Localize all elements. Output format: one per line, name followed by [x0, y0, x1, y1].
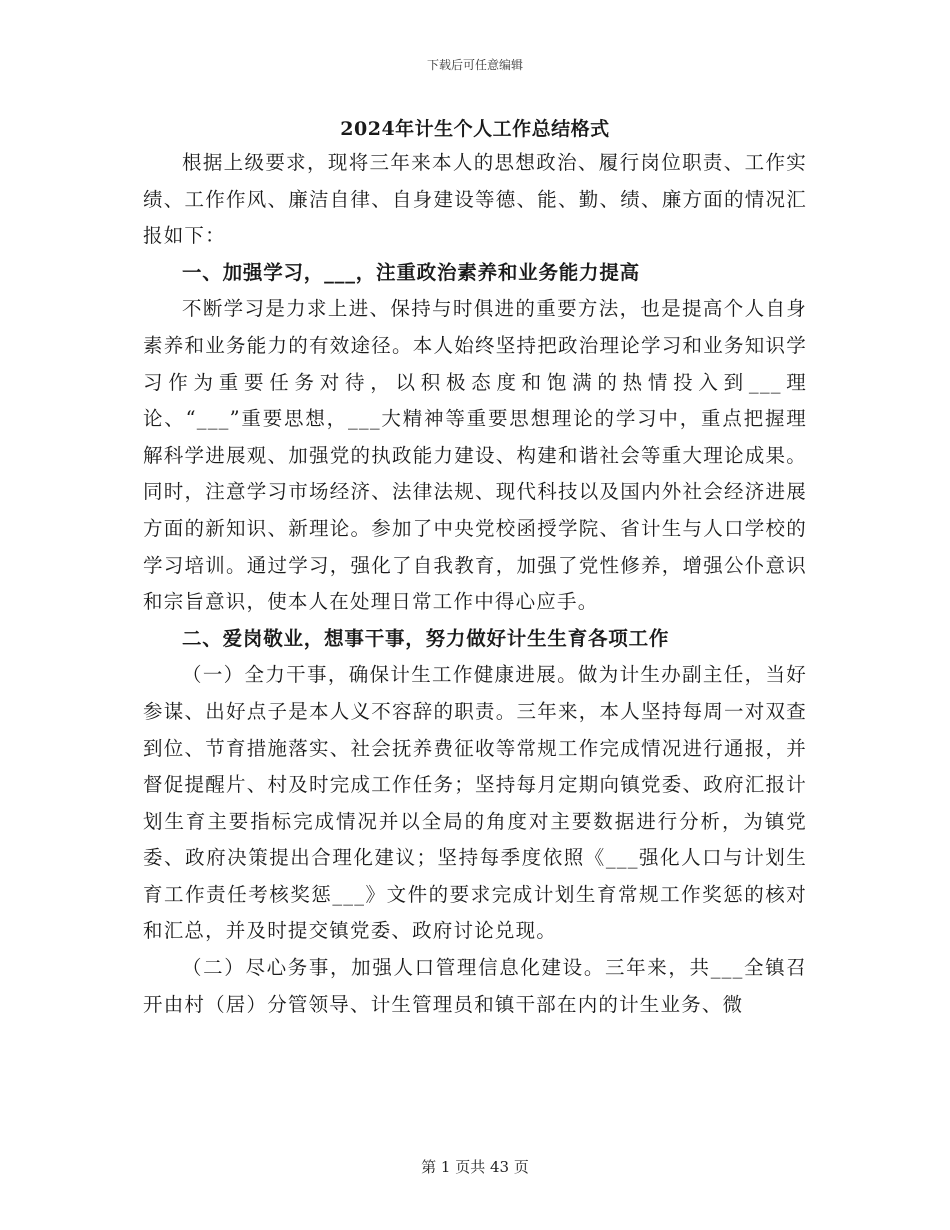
section-2-heading: 二、爱岗敬业，想事干事，努力做好计生生育各项工作: [182, 626, 670, 650]
section-2-paragraph-1: （一）全力干事，确保计生工作健康进展。做为计生办副主任，当好参谋、出好点子是本人义不容辞的职责。三年来，本人坚持每周一对双查到位、节育措施落实、社会抚养费征收等常规工作完成情况进行通报，并督促提醒片、村及时完成工作任务；坚持每月定期向镇党委、政府汇报计划生育主要指标完成情况并以全局的角度对主要数据进行分析，为镇党委、政府决策提出合理化建议；坚持每季度依照《___强化人口与计划生育工作责任考核奖惩___》文件的要求完成计划生育常规工作奖惩的核对和汇总，并及时提交镇党委、政府讨论兑现。: [143, 663, 807, 943]
section-1-paragraph: 不断学习是力求上进、保持与时俱进的重要方法，也是提高个人自身素养和业务能力的有效途径。本人始终坚持把政治理论学习和业务知识学习作为重要任务对待，以积极态度和饱满的热情投入到___理论、“___”重要思想，___大精神等重要思想理论的学习中，重点把握理解科学进展观、加强党的执政能力建设、构建和谐社会等重大理论成果。同时，注意学习市场经济、法律法规、现代科技以及国内外社会经济进展方面的新知识、新理论。参加了中央党校函授学院、省计生与人口学校的学习培训。通过学习，强化了自我教育，加强了党性修养，增强公仆意识和宗旨意识，使本人在处理日常工作中得心应手。: [143, 297, 807, 614]
intro-paragraph: 根据上级要求，现将三年来本人的思想政治、履行岗位职责、工作实绩、工作作风、廉洁自律、自身建设等德、能、勤、绩、廉方面的情况汇报如下：: [143, 151, 807, 248]
page-number: 第 1 页共 43 页: [421, 1158, 529, 1176]
page-header-note: 下载后可任意编辑: [426, 58, 523, 72]
document-body: [143, 114, 807, 1023]
section-1-heading: 一、加强学习，___，注重政治素养和业务能力提高: [182, 260, 640, 284]
section-2-paragraph-2: （二）尽心务事，加强人口管理信息化建设。三年来，共___全镇召开由村（居）分管领导、计生管理员和镇干部在内的计生业务、微: [143, 956, 807, 1016]
document-title: 2024年计生个人工作总结格式: [340, 118, 610, 140]
